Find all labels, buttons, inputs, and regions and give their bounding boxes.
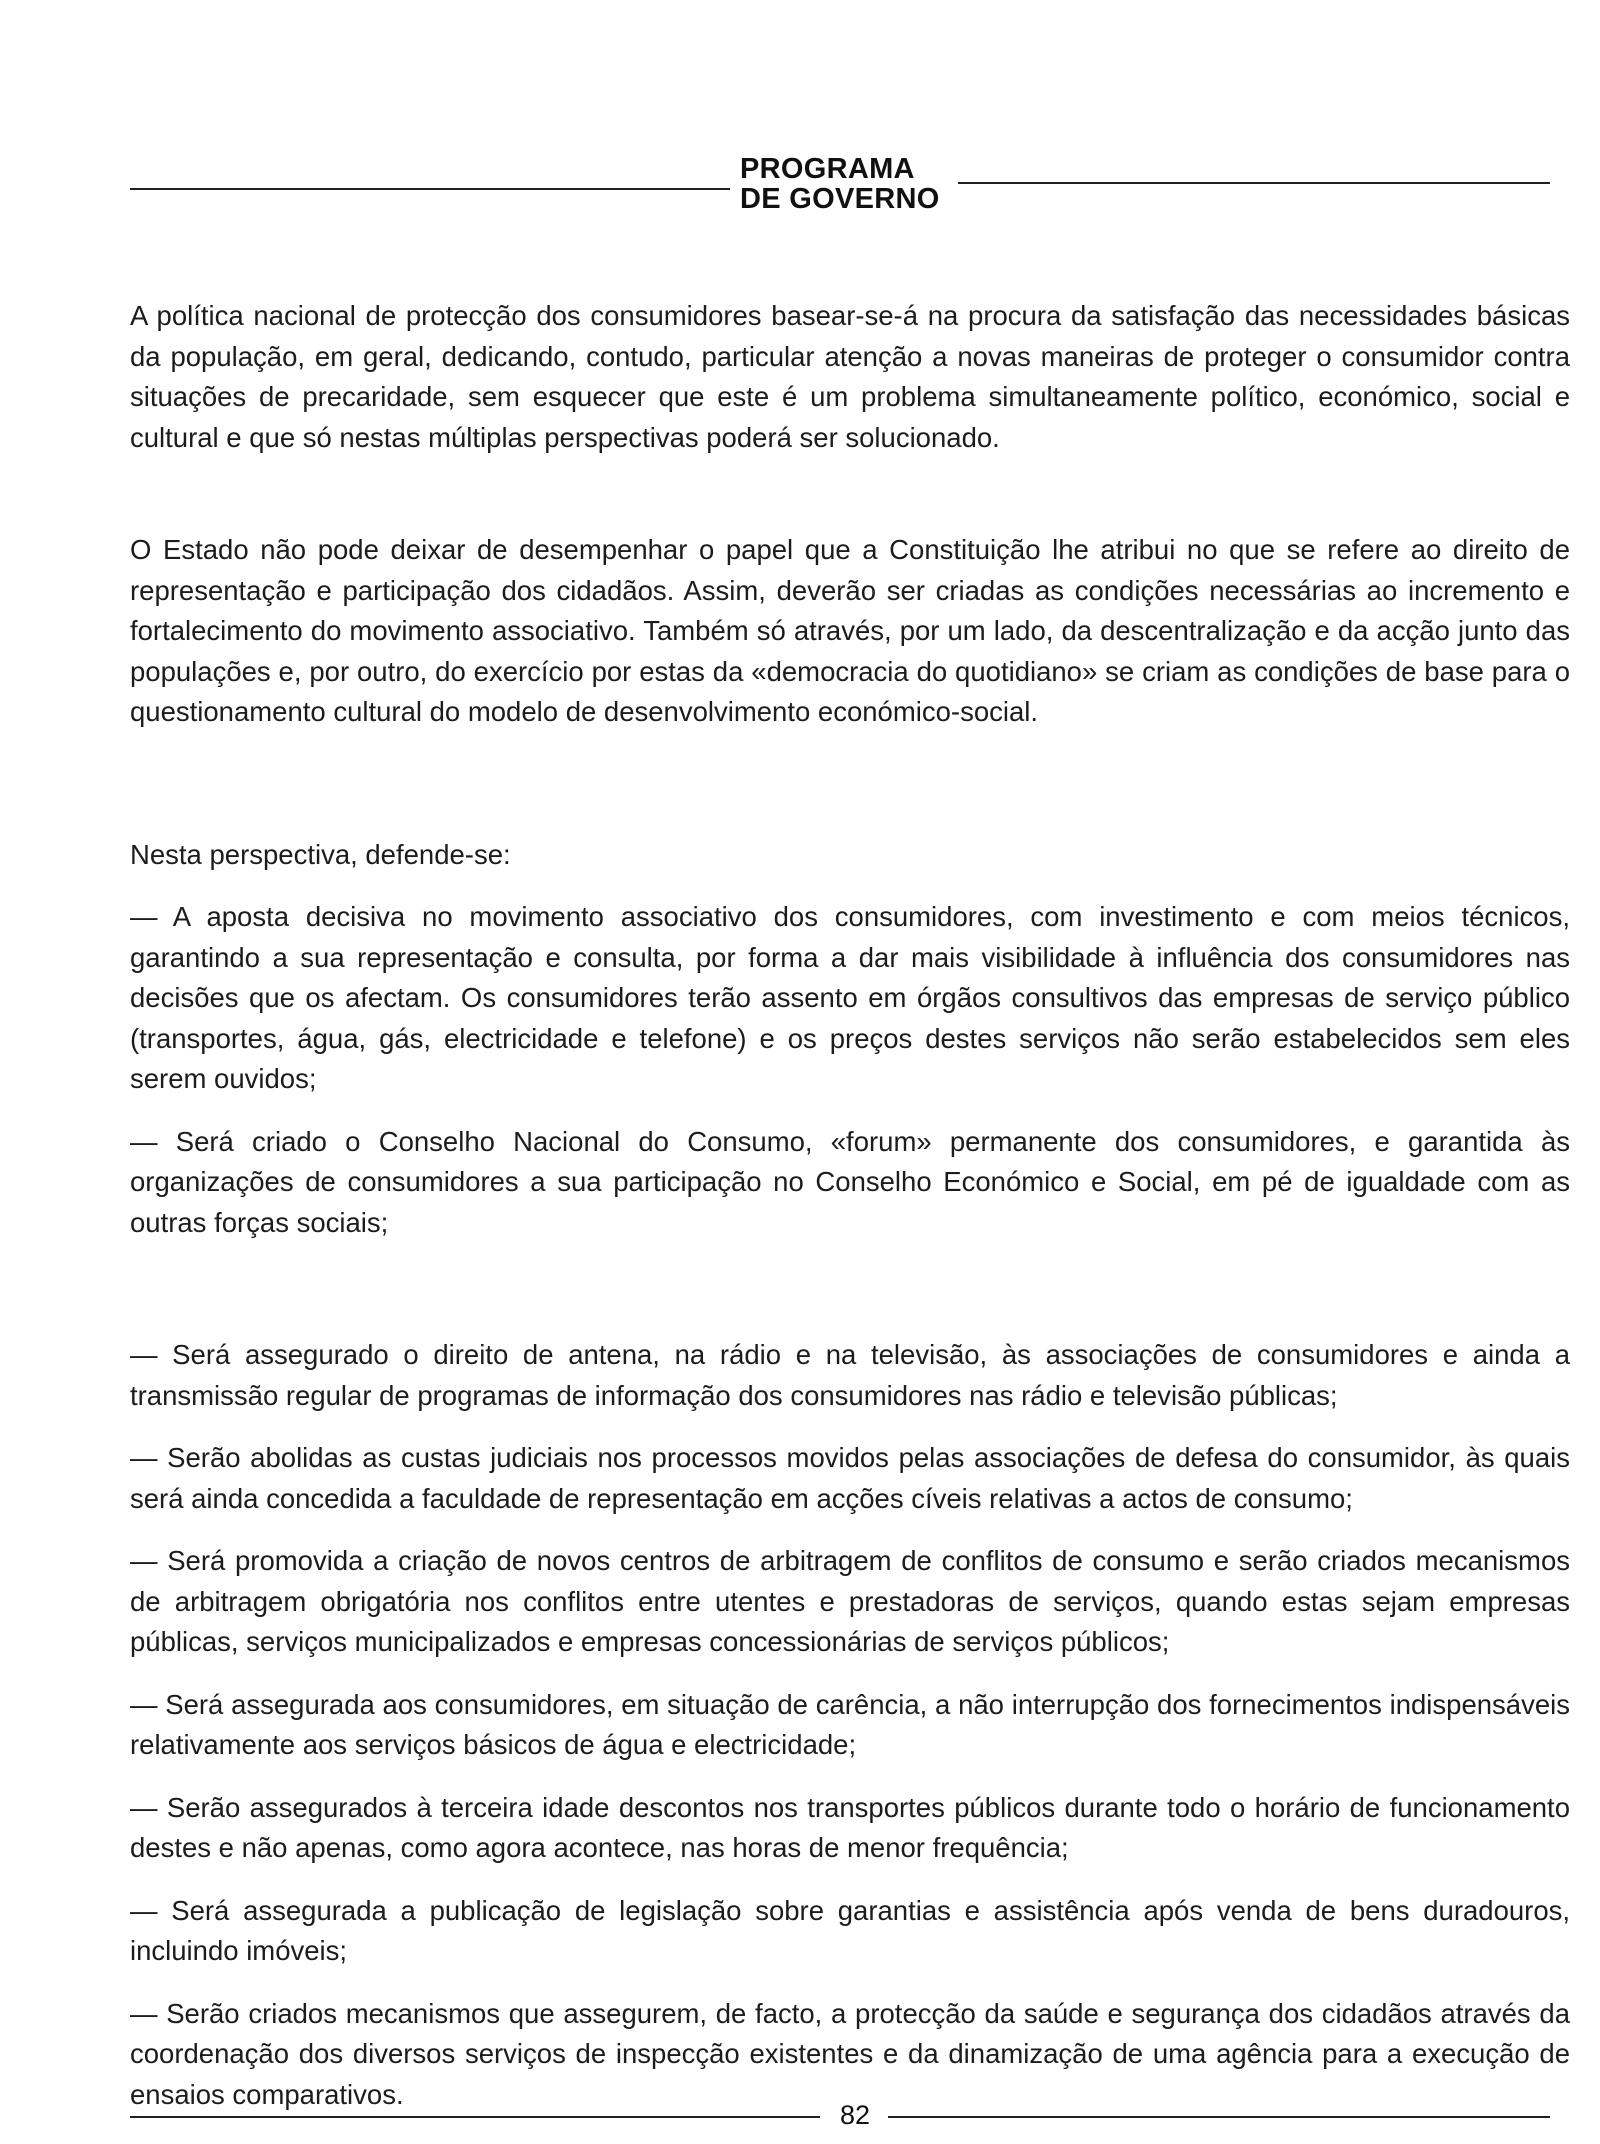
list-item: — A aposta decisiva no movimento associativo dos consumidores, com investimento e com meios técnicos, garantindo a sua representação e consulta, por forma a dar mais visibilidade à influência dos consumidores nas decisões que os afectam. Os consumidores terão assento em órgãos consultivos das empresas de serviço público (transportes, água, gás, electricidade e telefone) e os preços destes serviços não serão estabelecidos sem eles serem ouvidos; <box>130 901 1570 1094</box>
header-title <box>740 154 950 214</box>
footer-rule-right <box>888 2116 1550 2118</box>
paragraph-state-role: O Estado não pode deixar de desempenhar o papel que a Constituição lhe atribui no que se refere ao direito de representação e participação dos cidadãos. Assim, deverão ser criadas as condições necessárias ao incremento e fortalecimento do movimento associativo. Também só através, por um lado, da descentralização e da acção junto das populações e, por outro, do exercício por estas da «democracia do quotidiano» se criam as condições de base para o questionamento cultural do modelo de desenvolvimento económico-social. <box>130 534 1570 727</box>
page-number: 82 <box>839 2100 871 2130</box>
list-item: — Será assegurada a publicação de legislação sobre garantias e assistência após venda de bens duradouros, incluindo imóveis; <box>130 1894 1570 1966</box>
footer-rule-left <box>130 2116 820 2118</box>
header-rule-right <box>958 182 1550 184</box>
paragraph-consumer-policy: A política nacional de protecção dos consumidores basear-se-á na procura da satisfação das necessidades básicas da população, em geral, dedicando, contudo, particular atenção a novas maneiras de proteger o consumidor contra situações de precaridade, sem esquecer que este é um problema simultaneamente político, económico, social e cultural e que só nestas múltiplas perspectivas poderá ser solucionado. <box>130 300 1570 453</box>
list-item: — Será assegurado o direito de antena, na rádio e na televisão, às associações de consumidores e ainda a transmissão regular de programas de informação dos consumidores nas rádio e televisão públicas; <box>130 1339 1570 1411</box>
page-header <box>130 154 1550 218</box>
header-rule-left <box>130 188 730 190</box>
list-item: — Serão assegurados à terceira idade descontos nos transportes públicos durante todo o horário de funcionamento destes e não apenas, como agora acontece, nas horas de menor frequência; <box>130 1791 1570 1863</box>
list-item: — Serão abolidas as custas judiciais nos processos movidos pelas associações de defesa do consumidor, às quais será ainda concedida a faculdade de representação em acções cíveis relativas a actos de consumo; <box>130 1442 1570 1514</box>
header-title-line1: PROGRAMA <box>740 153 915 185</box>
list-item: — Será promovida a criação de novos centros de arbitragem de conflitos de consumo e serão criados mecanismos de arbitragem obrigatória nos conflitos entre utentes e prestadoras de serviços, quando estas sejam empresas públicas, serviços municipalizados e empresas concessionárias de serviços públicos; <box>130 1545 1570 1657</box>
document-body <box>130 296 1570 2137</box>
list-intro: Nesta perspectiva, defende-se: <box>130 838 511 870</box>
list-item: — Será assegurada aos consumidores, em situação de carência, a não interrupção dos fornecimentos indispensáveis relativamente aos serviços básicos de água e electricidade; <box>130 1688 1570 1760</box>
header-title-line2: DE GOVERNO <box>740 183 940 215</box>
list-item: — Serão criados mecanismos que assegurem, de facto, a protecção da saúde e segurança dos cidadãos através da coordenação dos diversos serviços de inspecção existentes e da dinamização de uma agência para a execução de ensaios comparativos. <box>130 1997 1570 2110</box>
list-item: — Será criado o Conselho Nacional do Consumo, «forum» permanente dos consumidores, e garantida às organizações de consumidores a sua participação no Conselho Económico e Social, em pé de igualdade com as outras forças sociais; <box>130 1125 1570 1238</box>
page-footer <box>130 2100 1550 2130</box>
